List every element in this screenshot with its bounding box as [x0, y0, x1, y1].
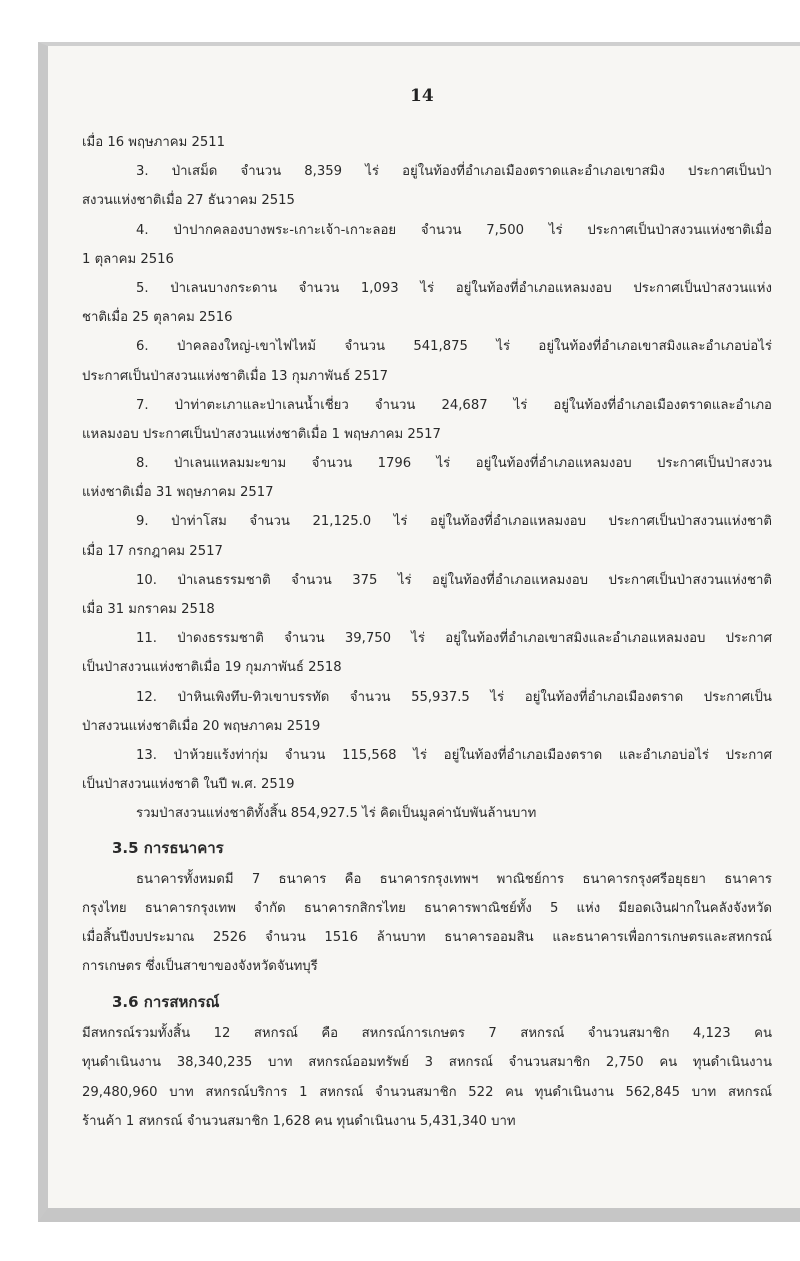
section-heading-cooperatives: 3.6 การสหกรณ์	[112, 993, 220, 1012]
word: มียอดเงินฝากในคลังจังหวัด	[618, 900, 772, 916]
word: 12.	[136, 689, 157, 705]
word: 1516	[324, 929, 358, 945]
word: สหกรณ์	[520, 1026, 565, 1042]
line-text: เมื่อ 17 กรกฎาคม 2517	[82, 543, 223, 559]
word: ไร่	[413, 747, 427, 763]
word: ประกาศเป็นป่า	[687, 164, 772, 180]
text-line	[82, 1019, 772, 1048]
word: อยู่ในท้องที่อำเภอแหลมงอบ	[455, 280, 612, 296]
word: มีสหกรณ์รวมทั้งสิ้น	[82, 1026, 191, 1042]
word: ทุนดำเนินงาน	[82, 1055, 162, 1071]
word: ป่าคลองใหญ่-เขาไฟไหม้	[176, 339, 317, 355]
word: จำนวน	[344, 339, 386, 355]
word: ป่าเลนบางกระดาน	[170, 280, 277, 296]
word: ทุนดำเนินงาน	[692, 1055, 772, 1071]
text-line	[82, 595, 772, 624]
word: คน	[754, 1026, 772, 1042]
word: ประกาศเป็นป่าสงวนแห่งชาติเมื่อ	[587, 222, 772, 238]
word: 24,687	[441, 397, 488, 413]
word: 29,480,960	[82, 1084, 158, 1100]
line-text: สงวนแห่งชาติเมื่อ 27 ธันวาคม 2515	[82, 193, 295, 209]
text-line	[82, 1048, 772, 1077]
word: ทุนดำเนินงาน	[534, 1084, 614, 1100]
word: ไร่	[490, 689, 505, 705]
word: ไร่	[548, 222, 563, 238]
text-line	[82, 1107, 772, 1136]
word: บาท	[691, 1084, 717, 1100]
text-line	[82, 566, 772, 595]
text-line	[82, 332, 772, 361]
text-line	[82, 391, 772, 420]
word: ไร่	[397, 572, 412, 588]
word: ป่าท่าโสม	[171, 514, 227, 530]
text-line	[82, 478, 772, 507]
word: 3	[424, 1055, 434, 1071]
word: สหกรณ์บริการ	[205, 1084, 288, 1100]
word: จำกัด	[254, 900, 286, 916]
word: บาท	[169, 1084, 194, 1100]
text-line	[82, 128, 772, 157]
text-line	[82, 449, 772, 478]
word: จำนวน	[291, 572, 332, 588]
word: ไร่	[436, 456, 451, 472]
cooperatives-paragraph	[82, 1019, 772, 1136]
word: เมื่อสิ้นปีงบประมาณ	[82, 929, 195, 945]
word: ไร่	[365, 164, 379, 180]
section-heading-banking: 3.5 การธนาคาร	[112, 838, 224, 857]
word: จำนวนสมาชิก	[587, 1026, 670, 1042]
word: 2526	[212, 929, 247, 945]
text-line	[82, 507, 772, 536]
word: อยู่ในท้องที่อำเภอเมืองตราดและอำเภอ	[553, 397, 772, 413]
word: จำนวน	[311, 456, 353, 472]
text-line	[82, 245, 772, 274]
word: 1	[299, 1084, 308, 1100]
word: 7,500	[486, 222, 525, 238]
word: 1,093	[360, 280, 399, 296]
word: ล้านบาท	[376, 929, 426, 945]
text-line	[82, 274, 772, 303]
word: ประกาศ	[725, 747, 772, 763]
word: ธนาคารออมสิน	[444, 929, 534, 945]
line-text: ชาติเมื่อ 25 ตุลาคม 2516	[82, 310, 233, 326]
word: ธนาคารทั้งหมดมี	[136, 871, 234, 887]
line-text: ร้านค้า 1 สหกรณ์ จำนวนสมาชิก 1,628 คน ทุนดำเนินงาน 5,431,340 บาท	[82, 1113, 516, 1129]
word: 8,359	[304, 164, 343, 180]
word: 8.	[136, 456, 149, 472]
text-line	[82, 865, 772, 894]
word: อยู่ในท้องที่อำเภอเขาสมิงและอำเภอบ่อไร่	[538, 339, 772, 355]
word: 4,123	[692, 1026, 731, 1042]
text-line	[82, 894, 772, 923]
word: 7.	[136, 397, 149, 413]
word: บาท	[268, 1055, 293, 1071]
word: จำนวนสมาชิก	[374, 1084, 457, 1100]
word: คน	[659, 1055, 678, 1071]
word: ธนาคาร	[278, 871, 327, 887]
text-line	[82, 420, 772, 449]
word: ธนาคารพาณิชย์ทั้ง	[423, 900, 532, 916]
word: และธนาคารเพื่อการเกษตรและสหกรณ์	[552, 929, 772, 945]
word: ป่าดงธรรมชาติ	[177, 631, 264, 647]
word: 375	[352, 572, 378, 588]
word: อยู่ในท้องที่อำเภอแหลมงอบ	[432, 572, 589, 588]
word: อยู่ในท้องที่อำเภอแหลมงอบ	[429, 514, 586, 530]
text-line	[82, 770, 772, 799]
word: แห่ง	[576, 900, 601, 916]
text-line	[82, 216, 772, 245]
word: สหกรณ์	[253, 1026, 298, 1042]
word: อยู่ในท้องที่อำเภอเมืองตราดและอำเภอเขาสมิง	[402, 164, 665, 180]
word: สหกรณ์การเกษตร	[361, 1026, 465, 1042]
word: ประกาศเป็นป่าสงวนแห่งชาติ	[608, 572, 772, 588]
word: คือ	[344, 871, 362, 887]
word: จำนวน	[420, 222, 462, 238]
word: จำนวนสมาชิก	[508, 1055, 591, 1071]
word: ป่าหินเพิงทึบ-ทิวเขาบรรทัด	[177, 689, 330, 705]
text-line	[82, 186, 772, 215]
text-line	[82, 799, 772, 828]
page-number: 14	[410, 86, 434, 106]
word: ธนาคาร	[724, 871, 772, 887]
word: จำนวน	[284, 747, 326, 763]
line-text: เป็นป่าสงวนแห่งชาติเมื่อ 19 กุมภาพันธ์ 2518	[82, 660, 342, 676]
word: อยู่ในท้องที่อำเภอเมืองตราด	[443, 747, 603, 763]
line-text: แหลมงอบ ประกาศเป็นป่าสงวนแห่งชาติเมื่อ 1 พฤษภาคม 2517	[82, 426, 441, 442]
word: 9.	[136, 514, 149, 530]
word: พาณิชย์การ	[496, 871, 565, 887]
word: อยู่ในท้องที่อำเภอแหลมงอบ	[475, 456, 632, 472]
word: 6.	[136, 339, 149, 355]
word: 1796	[377, 456, 412, 472]
word: และอำเภอบ่อไร่	[618, 747, 709, 763]
word: 7	[251, 871, 261, 887]
word: 522	[468, 1084, 494, 1100]
word: ป่าเสม็ด	[171, 164, 218, 180]
text-line	[82, 362, 772, 391]
text-line	[82, 624, 772, 653]
word: อยู่ในท้องที่อำเภอเมืองตราด	[524, 689, 684, 705]
word: ธนาคารกรุงเทพ	[144, 900, 236, 916]
word: ประกาศเป็นป่าสงวน	[657, 456, 772, 472]
word: สหกรณ์	[319, 1084, 364, 1100]
word: 541,875	[413, 339, 468, 355]
document-body	[82, 128, 772, 1136]
word: 12	[213, 1026, 231, 1042]
word: ประกาศเป็น	[703, 689, 772, 705]
text-line	[82, 1078, 772, 1107]
word: ป่าปากคลองบางพระ-เกาะเจ้า-เกาะลอย	[173, 222, 397, 238]
text-line	[82, 741, 772, 770]
text-line	[82, 712, 772, 741]
word: 5	[550, 900, 559, 916]
word: จำนวน	[374, 397, 416, 413]
word: ไร่	[393, 514, 408, 530]
word: 4.	[136, 222, 149, 238]
word: สหกรณ์	[448, 1055, 493, 1071]
word: 38,340,235	[176, 1055, 253, 1071]
word: จำนวน	[298, 280, 340, 296]
word: ไร่	[411, 631, 425, 647]
word: ป่าท่าตะเภาและป่าเลนน้ำเชี่ยว	[174, 397, 349, 413]
word: สหกรณ์	[727, 1084, 772, 1100]
line-text: เมื่อ 31 มกราคม 2518	[82, 602, 215, 617]
line-text: ประกาศเป็นป่าสงวนแห่งชาติเมื่อ 13 กุมภาพันธ์ 2517	[82, 368, 388, 384]
word: ธนาคารกสิกรไทย	[303, 900, 406, 916]
word: 10.	[136, 572, 157, 588]
text-line	[82, 303, 772, 332]
word: อยู่ในท้องที่อำเภอเขาสมิงและอำเภอแหลมงอบ	[445, 631, 706, 647]
word: ประกาศเป็นป่าสงวนแห่ง	[633, 280, 772, 296]
word: 5.	[136, 280, 149, 296]
text-line	[82, 923, 772, 952]
text-line	[82, 683, 772, 712]
word: 7	[488, 1026, 497, 1042]
word: 13.	[136, 747, 157, 763]
word: 562,845	[625, 1084, 681, 1100]
word: ไร่	[420, 280, 435, 296]
text-line	[82, 952, 772, 981]
forest-reserve-list	[82, 128, 772, 829]
line-text: รวมป่าสงวนแห่งชาติทั้งสิ้น 854,927.5 ไร่ คิดเป็นมูลค่านับพันล้านบาท	[136, 806, 537, 822]
word: จำนวน	[349, 689, 391, 705]
word: คน	[505, 1084, 524, 1100]
word: ป่าเลนธรรมชาติ	[177, 572, 271, 588]
word: 2,750	[605, 1055, 644, 1071]
word: 11.	[136, 631, 157, 647]
word: ธนาคารกรุงเทพฯ	[379, 871, 479, 887]
word: จำนวน	[249, 514, 290, 530]
line-text: เป็นป่าสงวนแห่งชาติ ในปี พ.ศ. 2519	[82, 777, 295, 793]
word: 3.	[136, 164, 149, 180]
word: ไร่	[513, 397, 528, 413]
banking-paragraph	[82, 865, 772, 982]
word: 115,568	[342, 747, 397, 763]
line-text: แห่งชาติเมื่อ 31 พฤษภาคม 2517	[82, 485, 274, 501]
word: ธนาคารกรุงศรีอยุธยา	[582, 871, 706, 887]
word: 55,937.5	[411, 689, 470, 705]
word: จำนวน	[265, 929, 306, 945]
word: 21,125.0	[312, 514, 372, 530]
word: ไร่	[496, 339, 511, 355]
text-line	[82, 537, 772, 566]
word: ประกาศเป็นป่าสงวนแห่งชาติ	[608, 514, 772, 530]
word: จำนวน	[284, 631, 325, 647]
text-line	[82, 653, 772, 682]
word: จำนวน	[240, 164, 282, 180]
text-line	[82, 157, 772, 186]
line-text: ป่าสงวนแห่งชาติเมื่อ 20 พฤษภาคม 2519	[82, 718, 321, 734]
line-text: 1 ตุลาคม 2516	[82, 251, 174, 267]
word: ป่าห้วยแร้งท่ากุ่ม	[173, 747, 269, 763]
line-text: การเกษตร ซึ่งเป็นสาขาของจังหวัดจันทบุรี	[82, 959, 318, 975]
word: 39,750	[344, 631, 392, 647]
word: กรุงไทย	[82, 900, 127, 916]
word: ประกาศ	[725, 631, 772, 647]
line-text: เมื่อ 16 พฤษภาคม 2511	[82, 135, 226, 150]
word: คือ	[321, 1026, 339, 1042]
word: ป่าเลนแหลมมะขาม	[173, 456, 287, 472]
word: สหกรณ์ออมทรัพย์	[308, 1055, 409, 1071]
